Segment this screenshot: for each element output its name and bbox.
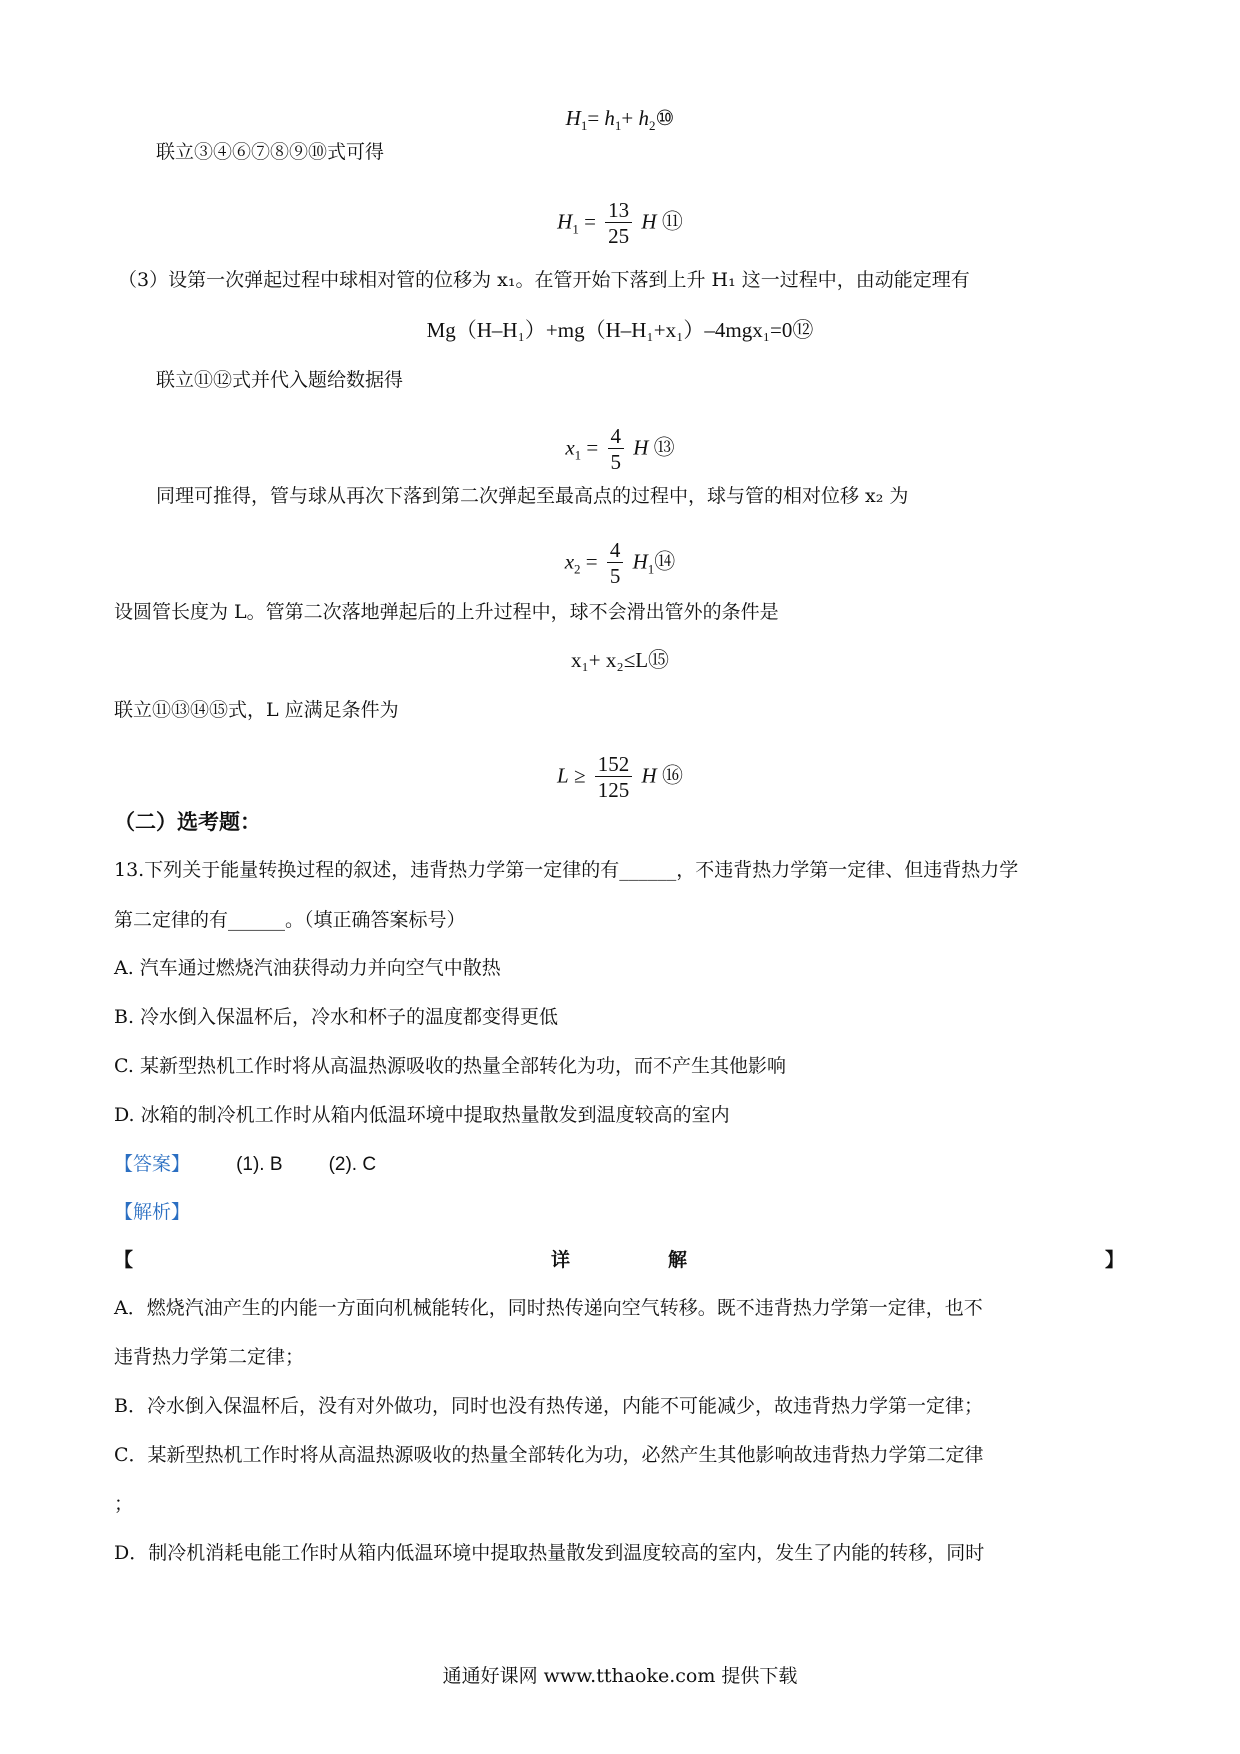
analysis-label: 【解析】 (114, 1201, 191, 1223)
explanation-a-line-2: 违背热力学第二定律； (114, 1346, 305, 1368)
answer-label: 【答案】 (114, 1153, 191, 1175)
answer-row (114, 1150, 376, 1179)
explanation-a-line-1: A．燃烧汽油产生的内能一方面向机械能转化，同时热传递向空气转移。既不违背热力学第一定律，也不 (114, 1297, 983, 1319)
equation-10: $H_1= h_1+$ $h_2⑩$ (565, 106, 675, 134)
option-b: B. 冷水倒入保温杯后，冷水和杯子的温度都变得更低 (114, 1006, 559, 1028)
answer-2: (2). C (328, 1154, 377, 1175)
fraction: $\frac{4}{5}$ (608, 424, 625, 475)
answer-1: (1). B (236, 1154, 283, 1175)
equation-16: L ≥ $\frac{152}{125}$ H ⑯ (557, 752, 683, 802)
part-3-paragraph: （3）设第一次弹起过程中球相对管的位移为 x₁。在管开始下落到上升 H₁ 这一过程中，由动能定理有 (118, 269, 970, 291)
section-title: （二）选考题： (114, 809, 261, 834)
similar-reasoning-text: 同理可推得，管与球从再次下落到第二次弹起至最高点的过程中，球与管的相对位移 x₂ 为 (156, 485, 909, 507)
equation-14: $x_2$ = $\frac{4}{5}$ $H_1⑭$ (564, 538, 676, 588)
question-13-line-1: 13.下列关于能量转换过程的叙述，违背热力学第一定律的有______，不违背热力学第一定律、但违背热力学 (114, 859, 1019, 881)
option-a: A. 汽车通过燃烧汽油获得动力并向空气中散热 (114, 957, 501, 979)
question-13-line-2: 第二定律的有______。（填正确答案标号） (114, 909, 466, 931)
explanation-c: C．某新型热机工作时将从高温热源吸收的热量全部转化为功，必然产生其他影响故违背热力学第二定律 (114, 1444, 984, 1466)
explanation-b: B．冷水倒入保温杯后，没有对外做功，同时也没有热传递，内能不可能减少，故违背热力学第一定律； (114, 1395, 983, 1417)
option-d: D. 冰箱的制冷机工作时从箱内低温环境中提取热量散发到温度较高的室内 (114, 1104, 730, 1126)
fraction: $\frac{152}{125}$ (595, 752, 633, 803)
equation-11: $H_1$ = $\frac{13}{25}$ H ⑪ (557, 198, 683, 248)
fraction: $\frac{13}{25}$ (605, 198, 632, 249)
detail-heading: 【 详 解 】 (114, 1249, 1124, 1271)
equation-12: Mg（H–H₁）+mg（H–H₁+x₁）–4mgx₁=0⑫ (426, 318, 814, 342)
option-c: C. 某新型热机工作时将从高温热源吸收的热量全部转化为功，而不产生其他影响 (114, 1055, 786, 1077)
page-footer: 通通好课网 www.tthaoke.com 提供下载 (442, 1665, 798, 1687)
equation-13: $x_1$ = $\frac{4}{5}$ H ⑬ (565, 424, 675, 474)
explanation-c-tail: ； (114, 1493, 134, 1515)
combine-text-2: 联立⑪⑫式并代入题给数据得 (156, 369, 404, 391)
equation-15: x₁+ x₂≤L⑮ (570, 648, 670, 672)
fraction: $\frac{4}{5}$ (607, 538, 624, 589)
combine-text-1: 联立③④⑥⑦⑧⑨⑩式可得 (156, 141, 385, 163)
combine-text-3: 联立⑪⑬⑭⑮式，L 应满足条件为 (114, 699, 399, 721)
tube-length-text: 设圆管长度为 L。管第二次落地弹起后的上升过程中，球不会滑出管外的条件是 (114, 601, 779, 623)
explanation-d: D．制冷机消耗电能工作时从箱内低温环境中提取热量散发到温度较高的室内，发生了内能的转移，同时 (114, 1542, 985, 1564)
